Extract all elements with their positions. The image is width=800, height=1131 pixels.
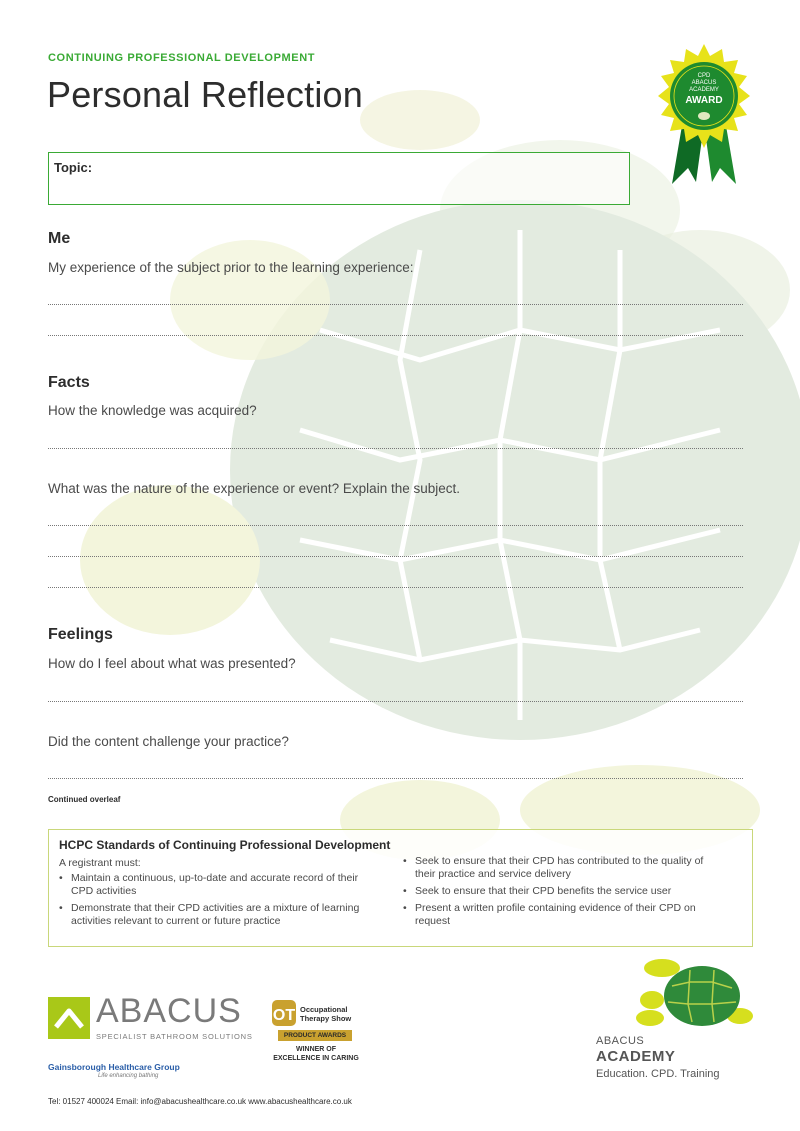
list-item: • Seek to ensure that their CPD has contributed to the quality of their practice and service delivery [403, 855, 723, 881]
answer-line[interactable] [48, 448, 743, 449]
answer-line[interactable] [48, 778, 743, 779]
award-badge [652, 44, 756, 186]
badge-line2: ABACUS [691, 80, 717, 86]
gainsborough-logo: Gainsborough Healthcare Group [48, 1062, 180, 1072]
answer-line[interactable] [48, 701, 743, 702]
topic-field[interactable] [48, 152, 630, 205]
ot-product-awards: PRODUCT AWARDS [278, 1030, 352, 1041]
badge-line1: CPD [697, 73, 711, 79]
hcpc-intro: A registrant must: [59, 857, 141, 869]
academy-line2: ACADEMY [596, 1048, 676, 1065]
abacus-tagline: SPECIALIST BATHROOM SOLUTIONS [96, 1032, 253, 1041]
academy-turtle-icon [632, 956, 754, 1038]
answer-line[interactable] [48, 556, 743, 557]
footer-contact: Tel: 01527 400024 Email: info@abacushealthcare.co.uk www.abacushealthcare.co.uk [48, 1097, 352, 1106]
header-kicker: CONTINUING PROFESSIONAL DEVELOPMENT [48, 52, 316, 64]
hcpc-title: HCPC Standards of Continuing Professional Development [59, 838, 391, 852]
section-heading-facts: Facts [48, 374, 90, 391]
ot-winner-line2: EXCELLENCE IN CARING [273, 1055, 359, 1062]
continued-overleaf-note: Continued overleaf [48, 795, 121, 804]
answer-line[interactable] [48, 335, 743, 336]
section-heading-me: Me [48, 230, 71, 247]
answer-line[interactable] [48, 304, 743, 305]
list-item: • Present a written profile containing evidence of their CPD on request [403, 902, 723, 928]
hcpc-standards-box [48, 829, 753, 947]
ot-name-line2: Therapy Show [300, 1014, 352, 1023]
badge-line4: AWARD [685, 95, 723, 106]
answer-line[interactable] [48, 587, 743, 588]
question-feel-about-presentation: How do I feel about what was presented? [48, 656, 296, 671]
answer-line[interactable] [48, 525, 743, 526]
list-item: • Seek to ensure that their CPD benefits the service user [403, 885, 723, 898]
question-knowledge-acquired: How the knowledge was acquired? [48, 403, 257, 418]
question-challenge-practice: Did the content challenge your practice? [48, 734, 289, 749]
section-heading-feelings: Feelings [48, 626, 113, 643]
topic-label: Topic: [54, 160, 93, 175]
abacus-logo-word: ABACUS [96, 992, 242, 1030]
svg-text:OT: OT [272, 1007, 296, 1024]
abacus-logo-mark [48, 997, 90, 1039]
question-nature-of-experience: What was the nature of the experience or event? Explain the subject. [48, 481, 460, 496]
list-item: • Maintain a continuous, up-to-date and accurate record of their CPD activities [59, 872, 379, 898]
gainsborough-tagline: Life enhancing bathing [98, 1073, 159, 1079]
badge-line3: ACADEMY [689, 87, 719, 93]
list-item: • Demonstrate that their CPD activities are a mixture of learning activities relevant to current or future practice [59, 902, 379, 928]
academy-line1: ABACUS [596, 1035, 645, 1047]
ot-name-line1: Occupational [300, 1005, 348, 1014]
hcpc-right-list [403, 855, 723, 932]
academy-tagline: Education. CPD. Training [596, 1068, 720, 1080]
question-prior-experience: My experience of the subject prior to the learning experience: [48, 260, 414, 275]
ot-show-logo [270, 996, 362, 1030]
page-title: Personal Reflection [47, 74, 363, 115]
hcpc-left-list [59, 872, 379, 932]
ot-winner-line1: WINNER OF [295, 1046, 337, 1053]
